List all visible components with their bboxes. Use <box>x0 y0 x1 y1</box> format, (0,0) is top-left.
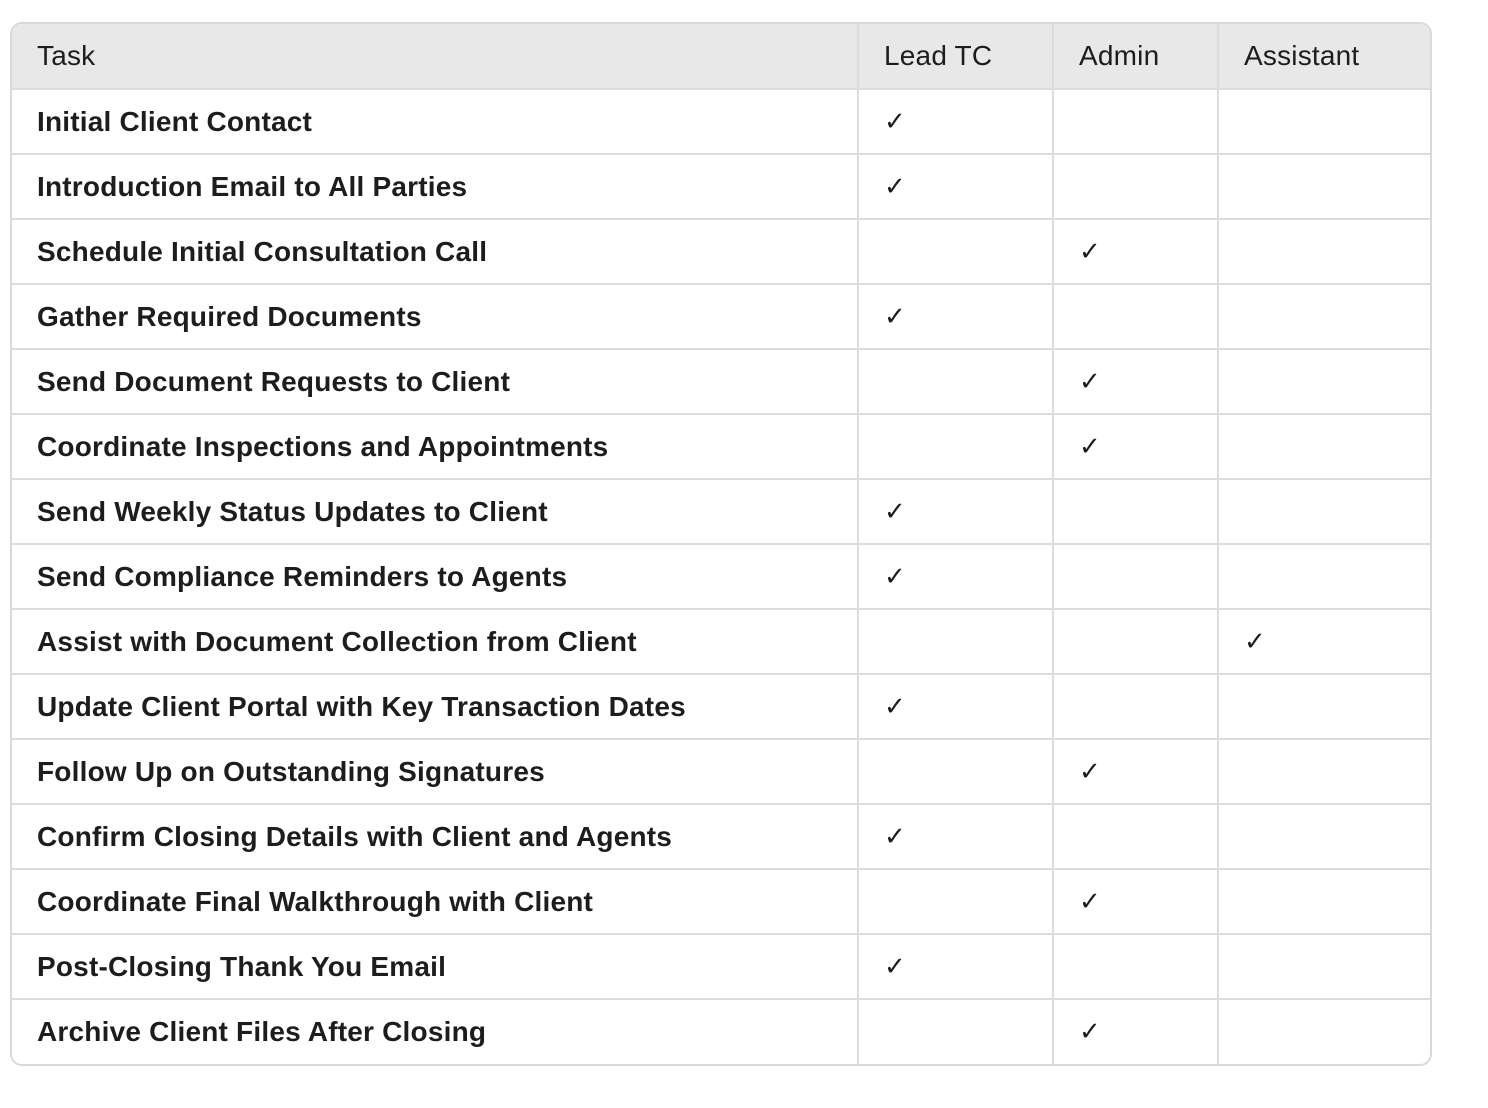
task-cell: Send Document Requests to Client <box>12 349 858 414</box>
table-row <box>12 544 1430 609</box>
lead-tc-check-icon <box>858 869 1053 934</box>
admin-check-icon <box>1053 89 1218 154</box>
assistant-check-icon <box>1218 934 1430 999</box>
admin-check-icon <box>1053 804 1218 869</box>
admin-check-icon <box>1053 479 1218 544</box>
task-cell: Send Weekly Status Updates to Client <box>12 479 858 544</box>
lead-tc-check-icon <box>858 999 1053 1064</box>
table-row <box>12 479 1430 544</box>
lead-tc-check-icon <box>858 349 1053 414</box>
task-assignment-table <box>12 24 1430 1064</box>
table-row <box>12 934 1430 999</box>
task-cell: Schedule Initial Consultation Call <box>12 219 858 284</box>
lead-tc-check-icon: ✓ <box>858 284 1053 349</box>
task-cell: Coordinate Final Walkthrough with Client <box>12 869 858 934</box>
table-row <box>12 739 1430 804</box>
table-row <box>12 284 1430 349</box>
lead-tc-check-icon: ✓ <box>858 154 1053 219</box>
table-row <box>12 219 1430 284</box>
table-body <box>12 89 1430 1064</box>
task-cell: Follow Up on Outstanding Signatures <box>12 739 858 804</box>
table-row <box>12 414 1430 479</box>
lead-tc-check-icon: ✓ <box>858 804 1053 869</box>
table-row <box>12 674 1430 739</box>
task-cell: Initial Client Contact <box>12 89 858 154</box>
table-row <box>12 869 1430 934</box>
admin-check-icon <box>1053 544 1218 609</box>
lead-tc-check-icon <box>858 609 1053 674</box>
task-cell: Update Client Portal with Key Transaction Dates <box>12 674 858 739</box>
assistant-check-icon <box>1218 544 1430 609</box>
assistant-check-icon <box>1218 349 1430 414</box>
lead-tc-check-icon <box>858 414 1053 479</box>
assistant-check-icon <box>1218 219 1430 284</box>
column-header-assistant: Assistant <box>1218 24 1430 89</box>
assistant-check-icon: ✓ <box>1218 609 1430 674</box>
assistant-check-icon <box>1218 674 1430 739</box>
task-cell: Archive Client Files After Closing <box>12 999 858 1064</box>
column-header-admin: Admin <box>1053 24 1218 89</box>
admin-check-icon <box>1053 284 1218 349</box>
admin-check-icon <box>1053 154 1218 219</box>
task-cell: Introduction Email to All Parties <box>12 154 858 219</box>
assistant-check-icon <box>1218 739 1430 804</box>
assistant-check-icon <box>1218 414 1430 479</box>
admin-check-icon: ✓ <box>1053 999 1218 1064</box>
column-header-lead-tc: Lead TC <box>858 24 1053 89</box>
admin-check-icon: ✓ <box>1053 739 1218 804</box>
lead-tc-check-icon: ✓ <box>858 89 1053 154</box>
admin-check-icon: ✓ <box>1053 349 1218 414</box>
assistant-check-icon <box>1218 154 1430 219</box>
header-row <box>12 24 1430 89</box>
task-cell: Assist with Document Collection from Client <box>12 609 858 674</box>
table-row <box>12 999 1430 1064</box>
table-header <box>12 24 1430 89</box>
lead-tc-check-icon <box>858 219 1053 284</box>
table-row <box>12 154 1430 219</box>
admin-check-icon: ✓ <box>1053 219 1218 284</box>
table-row <box>12 89 1430 154</box>
admin-check-icon: ✓ <box>1053 414 1218 479</box>
lead-tc-check-icon: ✓ <box>858 544 1053 609</box>
assistant-check-icon <box>1218 869 1430 934</box>
lead-tc-check-icon: ✓ <box>858 479 1053 544</box>
task-assignment-table-container <box>10 22 1432 1066</box>
task-cell: Send Compliance Reminders to Agents <box>12 544 858 609</box>
assistant-check-icon <box>1218 804 1430 869</box>
admin-check-icon <box>1053 609 1218 674</box>
assistant-check-icon <box>1218 284 1430 349</box>
column-header-task: Task <box>12 24 858 89</box>
task-cell: Post-Closing Thank You Email <box>12 934 858 999</box>
admin-check-icon: ✓ <box>1053 869 1218 934</box>
assistant-check-icon <box>1218 479 1430 544</box>
admin-check-icon <box>1053 674 1218 739</box>
table-row <box>12 804 1430 869</box>
lead-tc-check-icon: ✓ <box>858 674 1053 739</box>
assistant-check-icon <box>1218 89 1430 154</box>
task-cell: Gather Required Documents <box>12 284 858 349</box>
admin-check-icon <box>1053 934 1218 999</box>
assistant-check-icon <box>1218 999 1430 1064</box>
table-row <box>12 609 1430 674</box>
lead-tc-check-icon: ✓ <box>858 934 1053 999</box>
lead-tc-check-icon <box>858 739 1053 804</box>
table-row <box>12 349 1430 414</box>
task-cell: Coordinate Inspections and Appointments <box>12 414 858 479</box>
task-cell: Confirm Closing Details with Client and Agents <box>12 804 858 869</box>
